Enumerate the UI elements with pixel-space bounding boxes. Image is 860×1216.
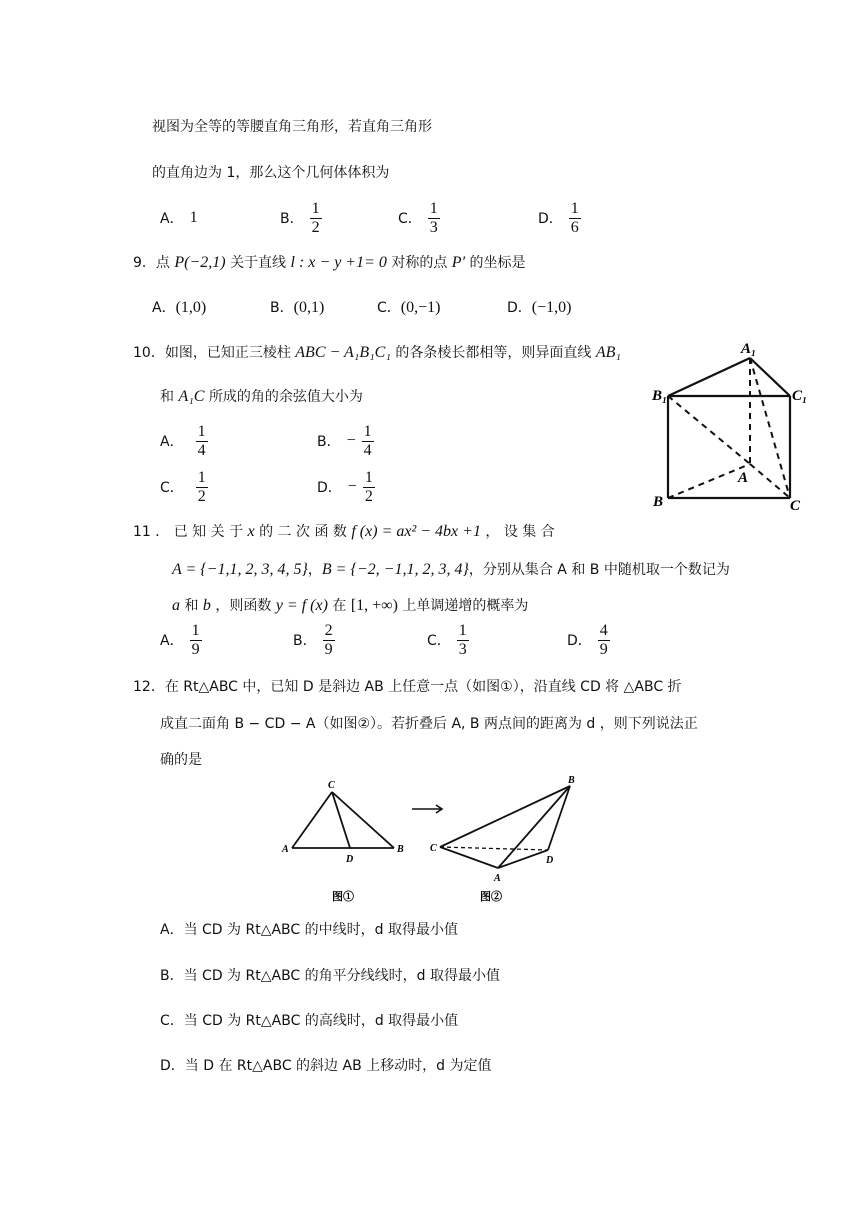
q10-option-d-fraction (363, 469, 375, 506)
q8-option-c-label: C． (398, 211, 422, 227)
q8-line2: 的直角边为 1，那么这个几何体体积为 (152, 165, 390, 181)
numerator: 1 (197, 468, 206, 486)
denominator: 2 (364, 487, 373, 505)
label-c: C (790, 498, 801, 514)
denominator: 9 (599, 640, 608, 658)
q11-text-line3-end: 上单调递增的概率为 (402, 598, 529, 614)
q10-line-ab1: AB₁ (595, 344, 621, 361)
q9-text1: 关于直线 (230, 255, 287, 271)
q10-option-d (317, 465, 375, 509)
denominator: 4 (197, 441, 206, 459)
q10-text3: 所成的角的余弦值大小为 (208, 389, 363, 405)
q11-stem-line3 (172, 596, 528, 616)
q11-stem-line2 (172, 560, 730, 580)
numerator: 1 (197, 422, 206, 440)
q10-option-d-label: D． (317, 480, 342, 496)
numerator: 1 (191, 621, 200, 639)
q11-function: f (x) = ax² − 4bx +1 (351, 523, 481, 540)
label-a1: A₁ (741, 341, 757, 357)
q11-text-end: ， 设 集 合 (485, 524, 555, 540)
q9-option-d-label: D． (507, 300, 532, 316)
q11-stem-line1 (133, 522, 555, 542)
edge-b1a1 (668, 358, 750, 396)
q8-option-a-value: 1 (189, 209, 198, 226)
q12-option-d: D．当 D 在 Rt△ABC 的斜边 AB 上移动时，d 为定值 (160, 1058, 492, 1074)
q11-option-a (160, 618, 202, 662)
q9-option-c (377, 298, 440, 318)
q9-option-b-value: (0,1) (293, 299, 325, 316)
q10-line-a1c: A₁C (178, 388, 205, 405)
fold-figures (270, 770, 600, 910)
q8-option-b-label: B． (280, 211, 304, 227)
q11-option-d-label: D． (567, 633, 592, 649)
q12-option-c: C．当 CD 为 Rt△ABC 的高线时，d 取得最小值 (160, 1013, 459, 1029)
q9-option-b-label: B． (270, 300, 294, 316)
q10-option-b (317, 419, 374, 463)
q10-stem-line1 (133, 343, 621, 363)
numerator: 1 (311, 199, 320, 217)
fig1-caption: 图① (332, 891, 354, 903)
q11-var-x: x (247, 523, 255, 540)
q11-set-a: A = {−1,1, 2, 3, 4, 5} (172, 561, 308, 578)
q9-stem (133, 253, 526, 273)
segment-b1a-hidden (668, 396, 750, 464)
q11-and: 和 (184, 598, 199, 614)
q8-option-c (398, 196, 440, 240)
q10-text1: 的各条棱长都相等，则异面直线 (395, 345, 592, 361)
q10-option-a-fraction (196, 423, 208, 460)
q11-option-a-label: A． (160, 633, 184, 649)
q11-var-a: a (172, 597, 180, 614)
q11-interval: [1, +∞) (350, 597, 398, 614)
q11-option-b (293, 618, 335, 662)
denominator: 3 (429, 218, 438, 236)
q9-point-p: P(−2,1) (174, 254, 226, 271)
q11-in: 在 (332, 598, 347, 614)
denominator: 4 (363, 441, 372, 459)
fig2-label-c: C (430, 843, 437, 854)
fig2-label-a: A (494, 873, 501, 884)
fig1-label-c: C (328, 780, 335, 791)
denominator: 3 (458, 640, 467, 658)
fig1-label-b: B (397, 844, 404, 855)
q10-option-c-fraction (196, 469, 208, 506)
label-a: A (738, 470, 749, 486)
numerator: 4 (599, 621, 608, 639)
denominator: 9 (191, 640, 200, 658)
q11-option-b-fraction (323, 622, 335, 659)
q9-line-equation: l : x − y +1= 0 (290, 254, 387, 271)
fig2-edge-ca (440, 847, 498, 868)
q9-option-b (270, 298, 324, 318)
q9-option-c-value: (0,−1) (400, 299, 441, 316)
numerator: 1 (458, 621, 467, 639)
fig1-label-d: D (346, 854, 354, 865)
q10-prefix: 10．如图，已知正三棱柱 (133, 345, 291, 361)
q8-option-b (280, 196, 322, 240)
fig2-edge-cd-hidden (440, 847, 548, 850)
q11-option-c-fraction (457, 622, 469, 659)
denominator: 2 (311, 218, 320, 236)
q10-text2: 和 (160, 389, 174, 405)
q10-option-b-sign: − (346, 432, 356, 449)
fig2-edge-cb (440, 786, 570, 847)
q9-prefix: 9．点 (133, 255, 170, 271)
label-b1: B₁ (652, 388, 668, 404)
denominator: 9 (324, 640, 333, 658)
q10-option-b-label: B． (317, 434, 341, 450)
q11-set-b: B = {−2, −1,1, 2, 3, 4} (321, 561, 469, 578)
q8-option-c-fraction (428, 200, 440, 237)
arrow-icon (412, 805, 442, 813)
q9-option-a (152, 298, 206, 318)
q9-text3: 的坐标是 (469, 255, 526, 271)
fig1-label-a: A (282, 844, 289, 855)
q11-text-mid: 的 二 次 函 数 (259, 524, 347, 540)
edge-ac-hidden (750, 464, 790, 498)
q8-line1: 视图为全等的等腰直角三角形，若直角三角形 (152, 119, 432, 135)
q11-option-b-label: B． (293, 633, 317, 649)
q9-option-c-label: C． (377, 300, 401, 316)
fig2-caption: 图② (480, 891, 502, 903)
label-b: B (653, 494, 664, 510)
q11-option-d (567, 618, 610, 662)
q9-point-p-prime: P′ (451, 254, 466, 271)
q8-option-a-label: A． (160, 211, 184, 227)
q12-stem-line1: 12．在 Rt△ABC 中，已知 D 是斜边 AB 上任意一点（如图①），沿直线 CD 将 △ABC 折 (133, 679, 682, 695)
denominator: 6 (570, 218, 579, 236)
q10-stem-line2 (160, 387, 363, 407)
q10-option-c (160, 465, 208, 509)
q11-option-a-fraction (190, 622, 202, 659)
fig1-edge-ac (292, 792, 332, 848)
label-c1: C₁ (792, 388, 808, 404)
segment-a1c-hidden (750, 358, 790, 498)
numerator: 1 (570, 199, 579, 217)
q11-text-line2: ，分别从集合 A 和 B 中随机取一个数记为 (468, 562, 730, 578)
q8-option-d (538, 196, 581, 240)
q12-option-b: B．当 CD 为 Rt△ABC 的角平分线线时，d 取得最小值 (160, 968, 500, 984)
q12-option-a: A．当 CD 为 Rt△ABC 的中线时，d 取得最小值 (160, 922, 458, 938)
q10-option-d-sign: − (347, 478, 357, 495)
edge-a1c1 (750, 358, 790, 396)
q10-option-a-label: A． (160, 434, 184, 450)
fig2-label-b: B (568, 775, 575, 786)
q10-option-a (160, 419, 208, 463)
q11-comma: ， (307, 562, 322, 578)
q11-option-d-fraction (598, 622, 610, 659)
prism-figure (640, 338, 820, 518)
q9-option-a-label: A． (152, 300, 176, 316)
q10-prism: ABC − A₁B₁C₁ (295, 344, 391, 361)
q12-stem-line3: 确的是 (160, 752, 202, 768)
q9-text2: 对称的点 (391, 255, 448, 271)
numerator: 1 (364, 468, 373, 486)
q8-option-d-label: D． (538, 211, 563, 227)
denominator: 2 (197, 487, 206, 505)
numerator: 1 (363, 422, 372, 440)
numerator: 2 (324, 621, 333, 639)
q10-option-b-fraction (362, 423, 374, 460)
q9-option-d-value: (−1,0) (531, 299, 572, 316)
q11-func-y: y = f (x) (275, 597, 328, 614)
q11-option-c-label: C． (427, 633, 451, 649)
q10-option-c-label: C． (160, 480, 184, 496)
q9-option-d (507, 298, 571, 318)
q11-text-line3: ，则函数 (215, 598, 272, 614)
numerator: 1 (429, 199, 438, 217)
q11-var-b: b (202, 597, 211, 614)
q8-option-a (160, 196, 198, 240)
fig2-label-d: D (546, 855, 554, 866)
q11-option-c (427, 618, 469, 662)
q8-option-b-fraction (310, 200, 322, 237)
q9-option-a-value: (1,0) (175, 299, 207, 316)
q11-prefix: 11 ． 已 知 关 于 (133, 524, 244, 540)
q12-stem-line2: 成直二面角 B − CD − A（如图②）。若折叠后 A, B 两点间的距离为 d ，则下列说法正 (160, 716, 698, 732)
q8-option-d-fraction (569, 200, 581, 237)
